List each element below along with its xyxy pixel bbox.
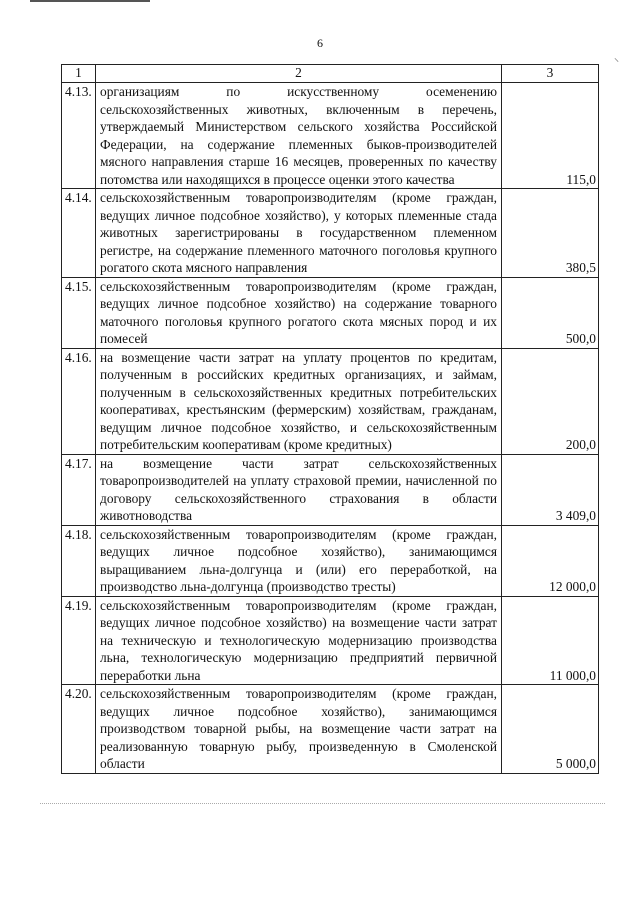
row-description: сельскохозяйственным товаропроизводителям (кроме граждан, ведущих личное подсобное хозяйство), у которых племенные стада животных зарегистрированы в государственном племенном регистре, на содержание племенного маточного поголовья крупного рогатого скота мясного направления <box>96 189 502 278</box>
row-amount: 115,0 <box>502 83 599 189</box>
row-description: сельскохозяйственным товаропроизводителям (кроме граждан, ведущих личное подсобное хозяйство) на возмещение части затрат на техническую и технологическую модернизацию производства льна, технологическую модернизацию предприятий первичной переработки льна <box>96 596 502 685</box>
table-row <box>62 277 599 348</box>
row-amount: 11 000,0 <box>502 596 599 685</box>
table-row <box>62 685 599 774</box>
header-col-3: 3 <box>502 65 599 83</box>
budget-table <box>61 64 599 774</box>
header-col-1: 1 <box>62 65 96 83</box>
row-amount: 500,0 <box>502 277 599 348</box>
row-number: 4.13. <box>62 83 96 189</box>
row-description: на возмещение части затрат сельскохозяйственных товаропроизводителей на уплату страховой премии, начисленной по договору сельскохозяйственного страхования в области животноводства <box>96 454 502 525</box>
table-row <box>62 83 599 189</box>
table-row <box>62 525 599 596</box>
corner-mark: ⸜ <box>614 53 619 64</box>
table-header-row <box>62 65 599 83</box>
row-description: организациям по искусственному осеменению сельскохозяйственных животных, включенным в перечень, утверждаемый Министерством сельского хозяйства Российской Федерации, на содержание племенных быков-производителей мясного направления старше 16 месяцев, проверенных по качеству потомства или находящихся в процессе оценки этого качества <box>96 83 502 189</box>
table-row <box>62 189 599 278</box>
row-amount: 5 000,0 <box>502 685 599 774</box>
row-number: 4.18. <box>62 525 96 596</box>
header-col-2: 2 <box>96 65 502 83</box>
row-number: 4.14. <box>62 189 96 278</box>
row-description: сельскохозяйственным товаропроизводителям (кроме граждан, ведущих личное подсобное хозяйство) на содержание товарного маточного поголовья крупного рогатого скота мясных пород и их помесей <box>96 277 502 348</box>
row-number: 4.16. <box>62 348 96 454</box>
row-number: 4.20. <box>62 685 96 774</box>
row-description: сельскохозяйственным товаропроизводителям (кроме граждан, ведущих личное подсобное хозяйство), занимающимся производством товарной рыбы, на возмещение части затрат на реализованную товарную рыбу, произведенную в Смоленской области <box>96 685 502 774</box>
row-amount: 3 409,0 <box>502 454 599 525</box>
bottom-dotted-line <box>40 803 605 805</box>
row-description: на возмещение части затрат на уплату процентов по кредитам, полученным в российских кредитных организациях, и займам, полученным в сельскохозяйственных кредитных потребительских кооперативах, крестьянским (фермерским) хозяйствам, гражданам, ведущим личное подсобное хозяйство, и сельскохозяйственным потребительским кооперативам (кроме кредитных) <box>96 348 502 454</box>
top-rule <box>30 0 150 2</box>
row-number: 4.17. <box>62 454 96 525</box>
row-amount: 12 000,0 <box>502 525 599 596</box>
row-number: 4.19. <box>62 596 96 685</box>
page-number: 6 <box>317 36 323 50</box>
table-row <box>62 454 599 525</box>
table-row <box>62 348 599 454</box>
row-description: сельскохозяйственным товаропроизводителям (кроме граждан, ведущих личное подсобное хозяйство), занимающимся выращиванием льна-долгунца и (или) его переработкой, на производство льна-долгунца (производство тресты) <box>96 525 502 596</box>
row-number: 4.15. <box>62 277 96 348</box>
row-amount: 200,0 <box>502 348 599 454</box>
row-amount: 380,5 <box>502 189 599 278</box>
table-row <box>62 596 599 685</box>
